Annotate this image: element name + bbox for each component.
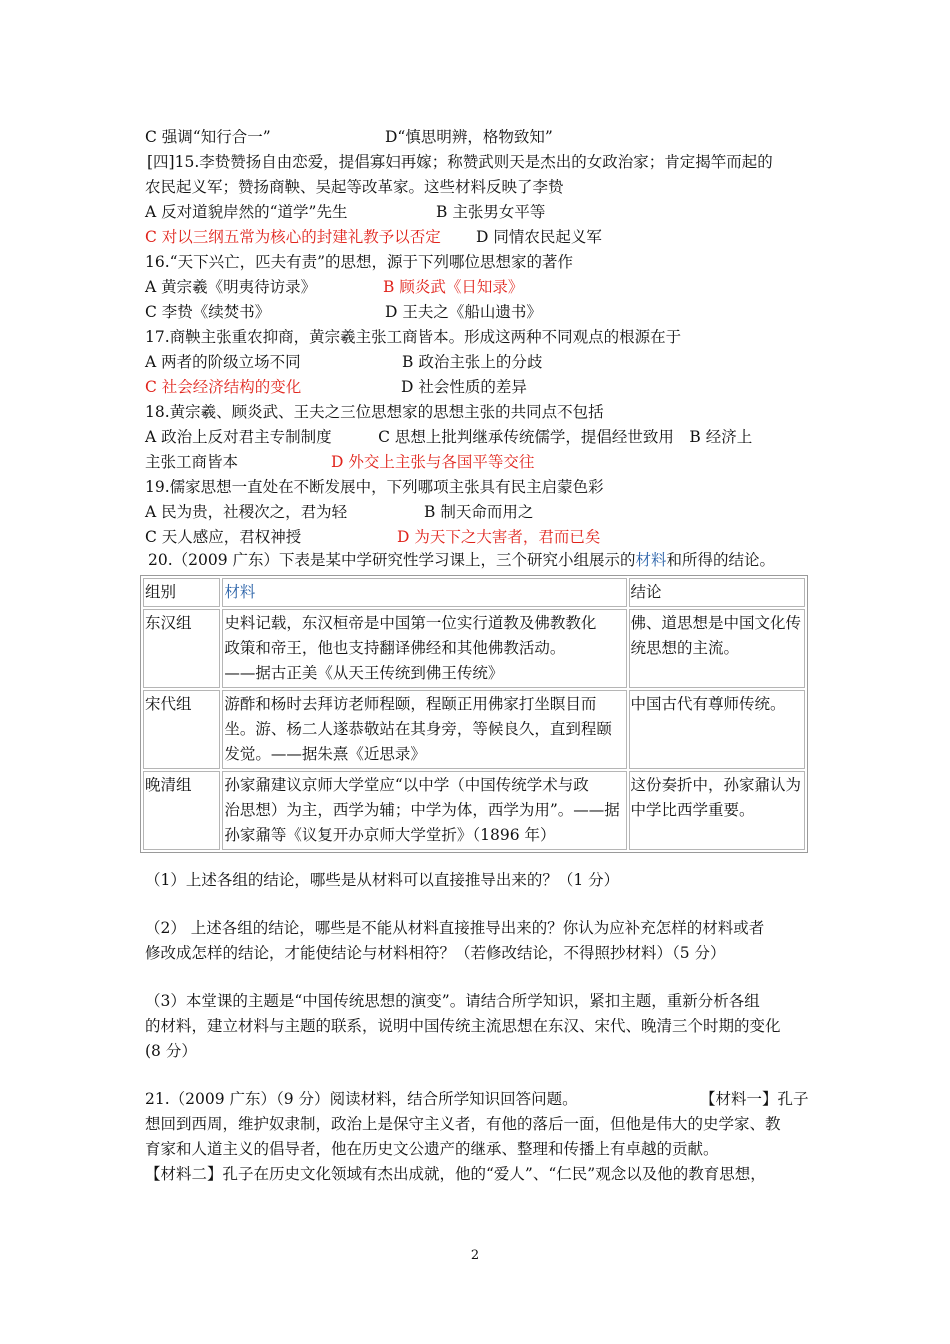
- q15-option-d: D 同情农民起义军: [476, 228, 602, 246]
- material-cell: [222, 690, 626, 769]
- q18-options-line1: A 政治上反对君主专制制度 C 思想上批判继承传统儒学，提倡经世致用 B 经济上: [145, 428, 753, 446]
- table-header-row: [143, 578, 805, 607]
- q18-stem: 18.黄宗羲、顾炎武、王夫之三位思想家的思想主张的共同点不包括: [145, 403, 604, 421]
- q17-stem: 17.商鞅主张重农抑商，黄宗羲主张工商皆本。形成这两种不同观点的根源在于: [145, 328, 682, 346]
- header-material-link[interactable]: 材料: [222, 578, 626, 607]
- table-row: [143, 771, 805, 850]
- q19-option-d-answer: D 为天下之大害者，君而已矣: [397, 528, 601, 546]
- q17-option-a: A 两者的阶级立场不同: [145, 353, 301, 371]
- q20-stem-pre: 20.（2009 广东）下表是某中学研究性学习课上，三个研究小组展示的: [148, 551, 636, 569]
- q17-options-cd: [145, 377, 795, 397]
- q21-material1-line3: 育家和人道主义的倡导者，他在历史文公遗产的继承、整理和传播上有卓越的贡献。: [145, 1140, 719, 1158]
- material-cell: [222, 609, 626, 688]
- q16-option-a: A 黄宗羲《明夷待访录》: [145, 278, 317, 296]
- q21-stem: 21.（2009 广东）（9 分）阅读材料，结合所学知识回答问题。: [145, 1090, 578, 1108]
- material-line: 政策和帝王，他也支持翻译佛经和其他佛教活动。: [224, 639, 566, 657]
- header-group: 组别: [143, 578, 220, 607]
- q17-option-d: D 社会性质的差异: [401, 378, 527, 396]
- q20-sub1: （1）上述各组的结论，哪些是从材料可以直接推导出来的？（1 分）: [145, 871, 620, 889]
- material-line: 史料记载，东汉桓帝是中国第一位实行道教及佛教教化: [224, 614, 597, 632]
- q15-stem-line1: [四]15.李贽赞扬自由恋爱，提倡寡妇再嫁；称赞武则天是杰出的女政治家；肯定揭竿而起的: [147, 153, 773, 171]
- q16-option-b-answer: B 顾炎武《日知录》: [383, 278, 524, 296]
- q15-options-cd: [145, 227, 795, 247]
- conclusion-line: 统思想的主流。: [630, 639, 740, 657]
- q16-stem: 16.“天下兴亡，匹夫有责”的思想，源于下列哪位思想家的著作: [145, 253, 574, 271]
- q15-option-a: A 反对道貌岸然的“道学”先生: [145, 203, 348, 221]
- conclusion-line: 这份奏折中，孙家鼐认为: [630, 776, 802, 794]
- group-cell: 宋代组: [143, 690, 220, 769]
- q19-option-c: C 天人感应，君权神授: [145, 528, 302, 546]
- q19-stem: 19.儒家思想一直处在不断发展中，下列哪项主张具有民主启蒙色彩: [145, 478, 604, 496]
- q21-material1-label: 【材料一】孔子: [700, 1090, 809, 1108]
- q17-option-b: B 政治主张上的分歧: [402, 353, 543, 371]
- material-cell: [222, 771, 626, 850]
- table-row: [143, 690, 805, 769]
- conclusion-line: 佛、道思想是中国文化传: [630, 614, 802, 632]
- q15-stem-line2: 农民起义军；赞扬商鞅、吴起等改革家。这些材料反映了李贽: [145, 178, 564, 196]
- q18-option-b-tail: 主张工商皆本: [145, 453, 239, 471]
- material-line: 孙家鼐建议京师大学堂应“以中学（中国传统学术与政: [224, 776, 589, 794]
- q21-material1-line2: 想回到西周，维护奴隶制，政治上是保守主义者，有他的落后一面，但他是伟大的史学家、教: [145, 1115, 781, 1133]
- q15-option-b: B 主张男女平等: [436, 203, 546, 221]
- q16-option-d: D 王夫之《船山遗书》: [385, 303, 542, 321]
- q19-option-b: B 制天命而用之: [424, 503, 534, 521]
- conclusion-cell: [629, 609, 805, 688]
- header-conclusion: 结论: [629, 578, 805, 607]
- q20-sub3-line3: (8 分）: [145, 1042, 197, 1060]
- q20-material-link[interactable]: 材料: [635, 551, 667, 569]
- q14-option-d: D“慎思明辨，格物致知”: [385, 128, 553, 146]
- q16-options-cd: [145, 302, 795, 322]
- group-cell: 东汉组: [143, 609, 220, 688]
- material-line: 发觉。——据朱熹《近思录》: [224, 745, 426, 763]
- material-line: ——据古正美《从天王传统到佛王传统》: [224, 664, 504, 682]
- q20-stem-post: 和所得的结论。: [666, 551, 776, 569]
- material-line: 孙家鼐等《议复开办京师大学堂折》（1896 年）: [224, 826, 556, 844]
- page-number: 2: [470, 1248, 480, 1263]
- q19-options-ab: [145, 502, 795, 522]
- q17-options-ab: [145, 352, 795, 372]
- q16-options-ab: [145, 277, 795, 297]
- conclusion-cell: [629, 771, 805, 850]
- q19-options-cd: [145, 527, 795, 547]
- q18-option-d-answer: D 外交上主张与各国平等交往: [331, 453, 535, 471]
- q20-sub2-line2: 修改成怎样的结论，才能使结论与材料相符？（若修改结论，不得照抄材料）（5 分）: [145, 944, 726, 962]
- material-line: 坐。游、杨二人遂恭敬站在其身旁，等候良久，直到程颐: [224, 720, 612, 738]
- conclusion-cell: [629, 690, 805, 769]
- q21-material2-line1: 【材料二】孔子在历史文化领域有杰出成就，他的“爱人”、“仁民”观念以及他的教育思想，: [145, 1165, 766, 1183]
- table-row: [143, 609, 805, 688]
- q14-option-c: C 强调“知行合一”: [145, 128, 271, 146]
- q16-option-c: C 李贽《续焚书》: [145, 303, 271, 321]
- q21-line1: [145, 1089, 815, 1109]
- q15-option-c-answer: C 对以三纲五常为核心的封建礼教予以否定: [145, 228, 441, 246]
- q20-sub3-line1: （3）本堂课的主题是“中国传统思想的演变”。请结合所学知识，紧扣主题，重新分析各组: [145, 992, 760, 1010]
- research-table: [140, 575, 808, 853]
- q17-option-c-answer: C 社会经济结构的变化: [145, 378, 302, 396]
- q15-options-ab: [145, 202, 795, 222]
- material-line: 游酢和杨时去拜访老师程颐，程颐正用佛家打坐瞑目而: [224, 695, 597, 713]
- q20-stem: [148, 550, 775, 570]
- q20-sub2-line1: （2） 上述各组的结论，哪些是不能从材料直接推导出来的？你认为应补充怎样的材料或者: [145, 919, 765, 937]
- conclusion-line: 中学比西学重要。: [630, 801, 755, 819]
- q19-option-a: A 民为贵，社稷次之，君为轻: [145, 503, 348, 521]
- conclusion-line: 中国古代有尊师传统。: [630, 695, 786, 713]
- material-line: 治思想）为主，西学为辅；中学为体，西学为用”。——据: [224, 801, 620, 819]
- group-cell: 晚清组: [143, 771, 220, 850]
- q18-options-line2: [145, 452, 795, 472]
- q14-options: [145, 127, 795, 147]
- q20-sub3-line2: 的材料，建立材料与主题的联系，说明中国传统主流思想在东汉、宋代、晚清三个时期的变化: [145, 1017, 781, 1035]
